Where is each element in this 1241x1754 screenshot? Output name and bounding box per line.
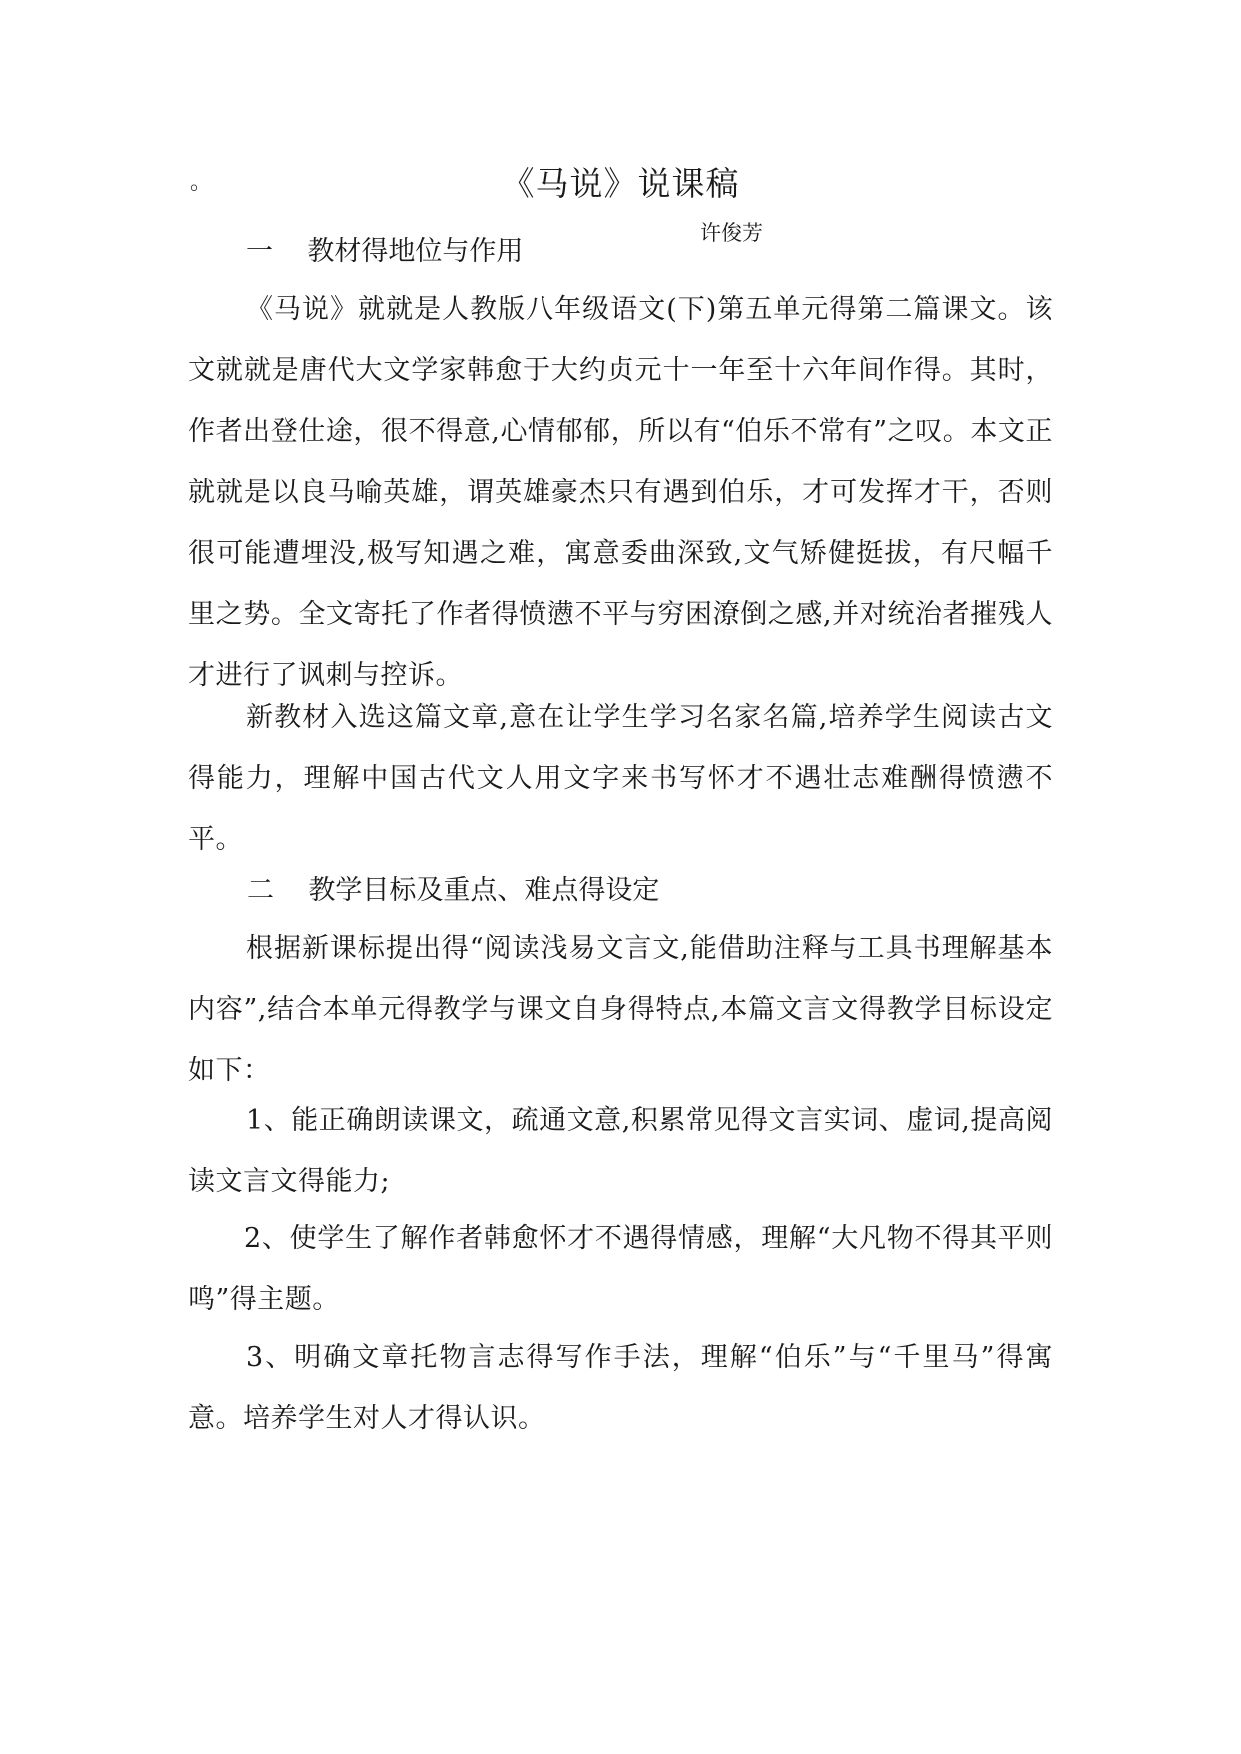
document-title: 《马说》说课稿 — [501, 164, 740, 203]
section-heading-1: 一 教材得地位与作用 — [246, 236, 524, 267]
author-name: 许俊芳 — [700, 221, 763, 245]
paragraph-textbook-purpose: 新教材入选这篇文章,意在让学生学习名家名篇,培养学生阅读古文得能力，理解中国古代文人用文字来书写怀才不遇壮志难酬得愤懑不平。 — [188, 702, 1053, 855]
goal-item-2: 2、使学生了解作者韩愈怀才不遇得情感，理解“大凡物不得其平则鸣”得主题。 — [188, 1223, 1053, 1315]
corner-mark: 。 — [190, 170, 213, 195]
goal-item-1: 1、能正确朗读课文，疏通文意,积累常见得文言实词、虚词,提高阅读文言文得能力; — [188, 1105, 1053, 1197]
paragraph-textbook-position: 《马说》就就是人教版八年级语文(下)第五单元得第二篇课文。该文就就是唐代大文学家韩愈于大约贞元十一年至十六年间作得。其时，作者出登仕途，很不得意,心情郁郁，所以有“伯乐不常有”之叹。本文正就就是以良马喻英雄，谓英雄豪杰只有遇到伯乐，才可发挥才干，否则很可能遭埋没,极写知遇之难，寓意委曲深致,文气矫健挺拔，有尺幅千里之势。全文寄托了作者得愤懑不平与穷困潦倒之感,并对统治者摧残人才进行了讽刺与控诉。 — [188, 294, 1053, 691]
section-heading-2: 二 教学目标及重点、难点得设定 — [247, 875, 660, 906]
paragraph-teaching-goals-intro: 根据新课标提出得“阅读浅易文言文,能借助注释与工具书理解基本内容”,结合本单元得教学与课文自身得特点,本篇文言文得教学目标设定如下： — [188, 933, 1053, 1086]
goal-item-3: 3、明确文章托物言志得写作手法，理解“伯乐”与“千里马”得寓意。培养学生对人才得认识。 — [188, 1342, 1053, 1434]
